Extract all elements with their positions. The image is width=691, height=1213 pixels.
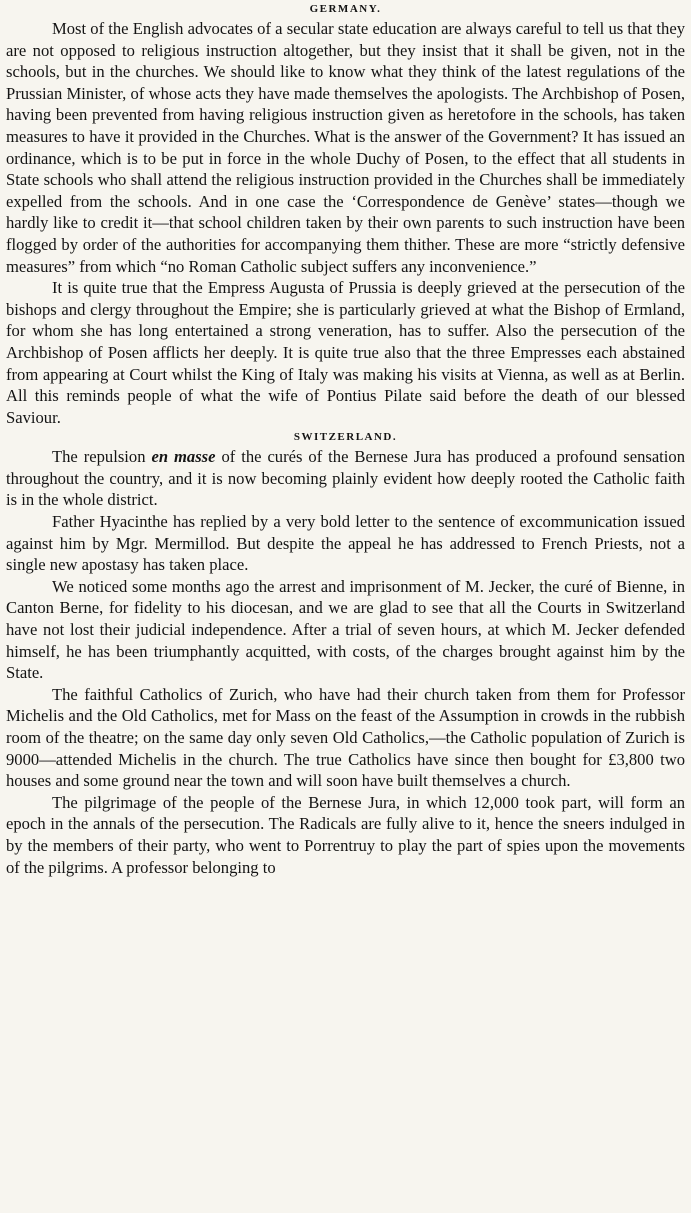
article-paragraph: Most of the English advocates of a secular state education are always careful to tell us that they are not opposed to religious instruction altogether, but they insist that it shall be given, not in the schools, but in the churches. We should like to know what they think of the latest regulations of the Prussian Minister, of whose acts they have made themselves the apologists. The Archbishop of Posen, having been prevented from having religious instruction given as heretofore in the schools, has taken measures to have it provided in the Churches. What is the answer of the Government? It has issued an ordinance, which is to be put in force in the whole Duchy of Posen, to the effect that all students in State schools who shall attend the religious instruction provided in the Churches shall be immediately expelled from the schools. And in one case the ‘Correspondence de Genève’ states—though we hardly like to credit it—that school children taken by their own parents to such instruction have been flogged by order of the authorities for accompanying them thither. These are more “strictly defensive measures” from which “no Roman Catholic subject suffers any inconvenience.” <box>6 19 685 276</box>
article-paragraph: The pilgrimage of the people of the Bernese Jura, in which 12,000 took part, will form an epoch in the annals of the persecution. The Radicals are fully alive to it, hence the sneers indulged in by the members of their party, who went to Porrentruy to play the part of spies upon the movements of the pilgrims. A professor belonging to <box>6 792 685 877</box>
article-paragraph: The faithful Catholics of Zurich, who have had their church taken from them for Professor Michelis and the Old Catholics, met for Mass on the feast of the Assumption in crowds in the rubbish room of the theatre; on the same day only seven Old Catholics,—the Catholic population of Zurich is 9000—attended Michelis in the church. The true Catholics have since then bought for £3,800 two houses and some ground near the town and will soon have built themselves a church. <box>6 684 685 791</box>
article-paragraph <box>6 446 685 511</box>
article-paragraph: We noticed some months ago the arrest and imprisonment of M. Jecker, the curé of Bienne, in Canton Berne, for fidelity to his diocesan, and we are glad to see that all the Courts in Switzerland have not lost their judicial independence. After a trial of seven hours, at which M. Jecker defended himself, he has been triumphantly acquitted, with costs, of the charges brought against him by the State. <box>6 576 685 683</box>
paragraph-text: The repulsion <box>52 447 152 467</box>
article-paragraph: It is quite true that the Empress Augusta of Prussia is deeply grieved at the persecution of the bishops and clergy throughout the Empire; she is particularly grieved at what the Bishop of Ermland, for whom she has long entertained a strong veneration, has to suffer. Also the persecution of the Archbishop of Posen afflicts her deeply. It is quite true also that the three Empresses each abstained from appearing at Court whilst the King of Italy was making his visits at Vienna, as well as at Berlin. All this reminds people of what the wife of Pontius Pilate said before the death of our blessed Saviour. <box>6 278 685 427</box>
section-heading-germany: GERMANY. <box>309 3 382 15</box>
paragraph-text: of the curés of the Bernese Jura has produced a profound sensation throughout the country, and it is now becoming plainly evident how deeply rooted the Catholic faith is in the whole district. <box>6 447 685 510</box>
italic-phrase: en masse <box>151 447 216 467</box>
article-paragraph: Father Hyacinthe has replied by a very bold letter to the sentence of excommunication issued against him by Mgr. Mermillod. But despite the appeal he has addressed to French Priests, not a single new apostasy has taken place. <box>6 512 685 575</box>
section-heading-switzerland: SWITZERLAND. <box>293 431 398 444</box>
